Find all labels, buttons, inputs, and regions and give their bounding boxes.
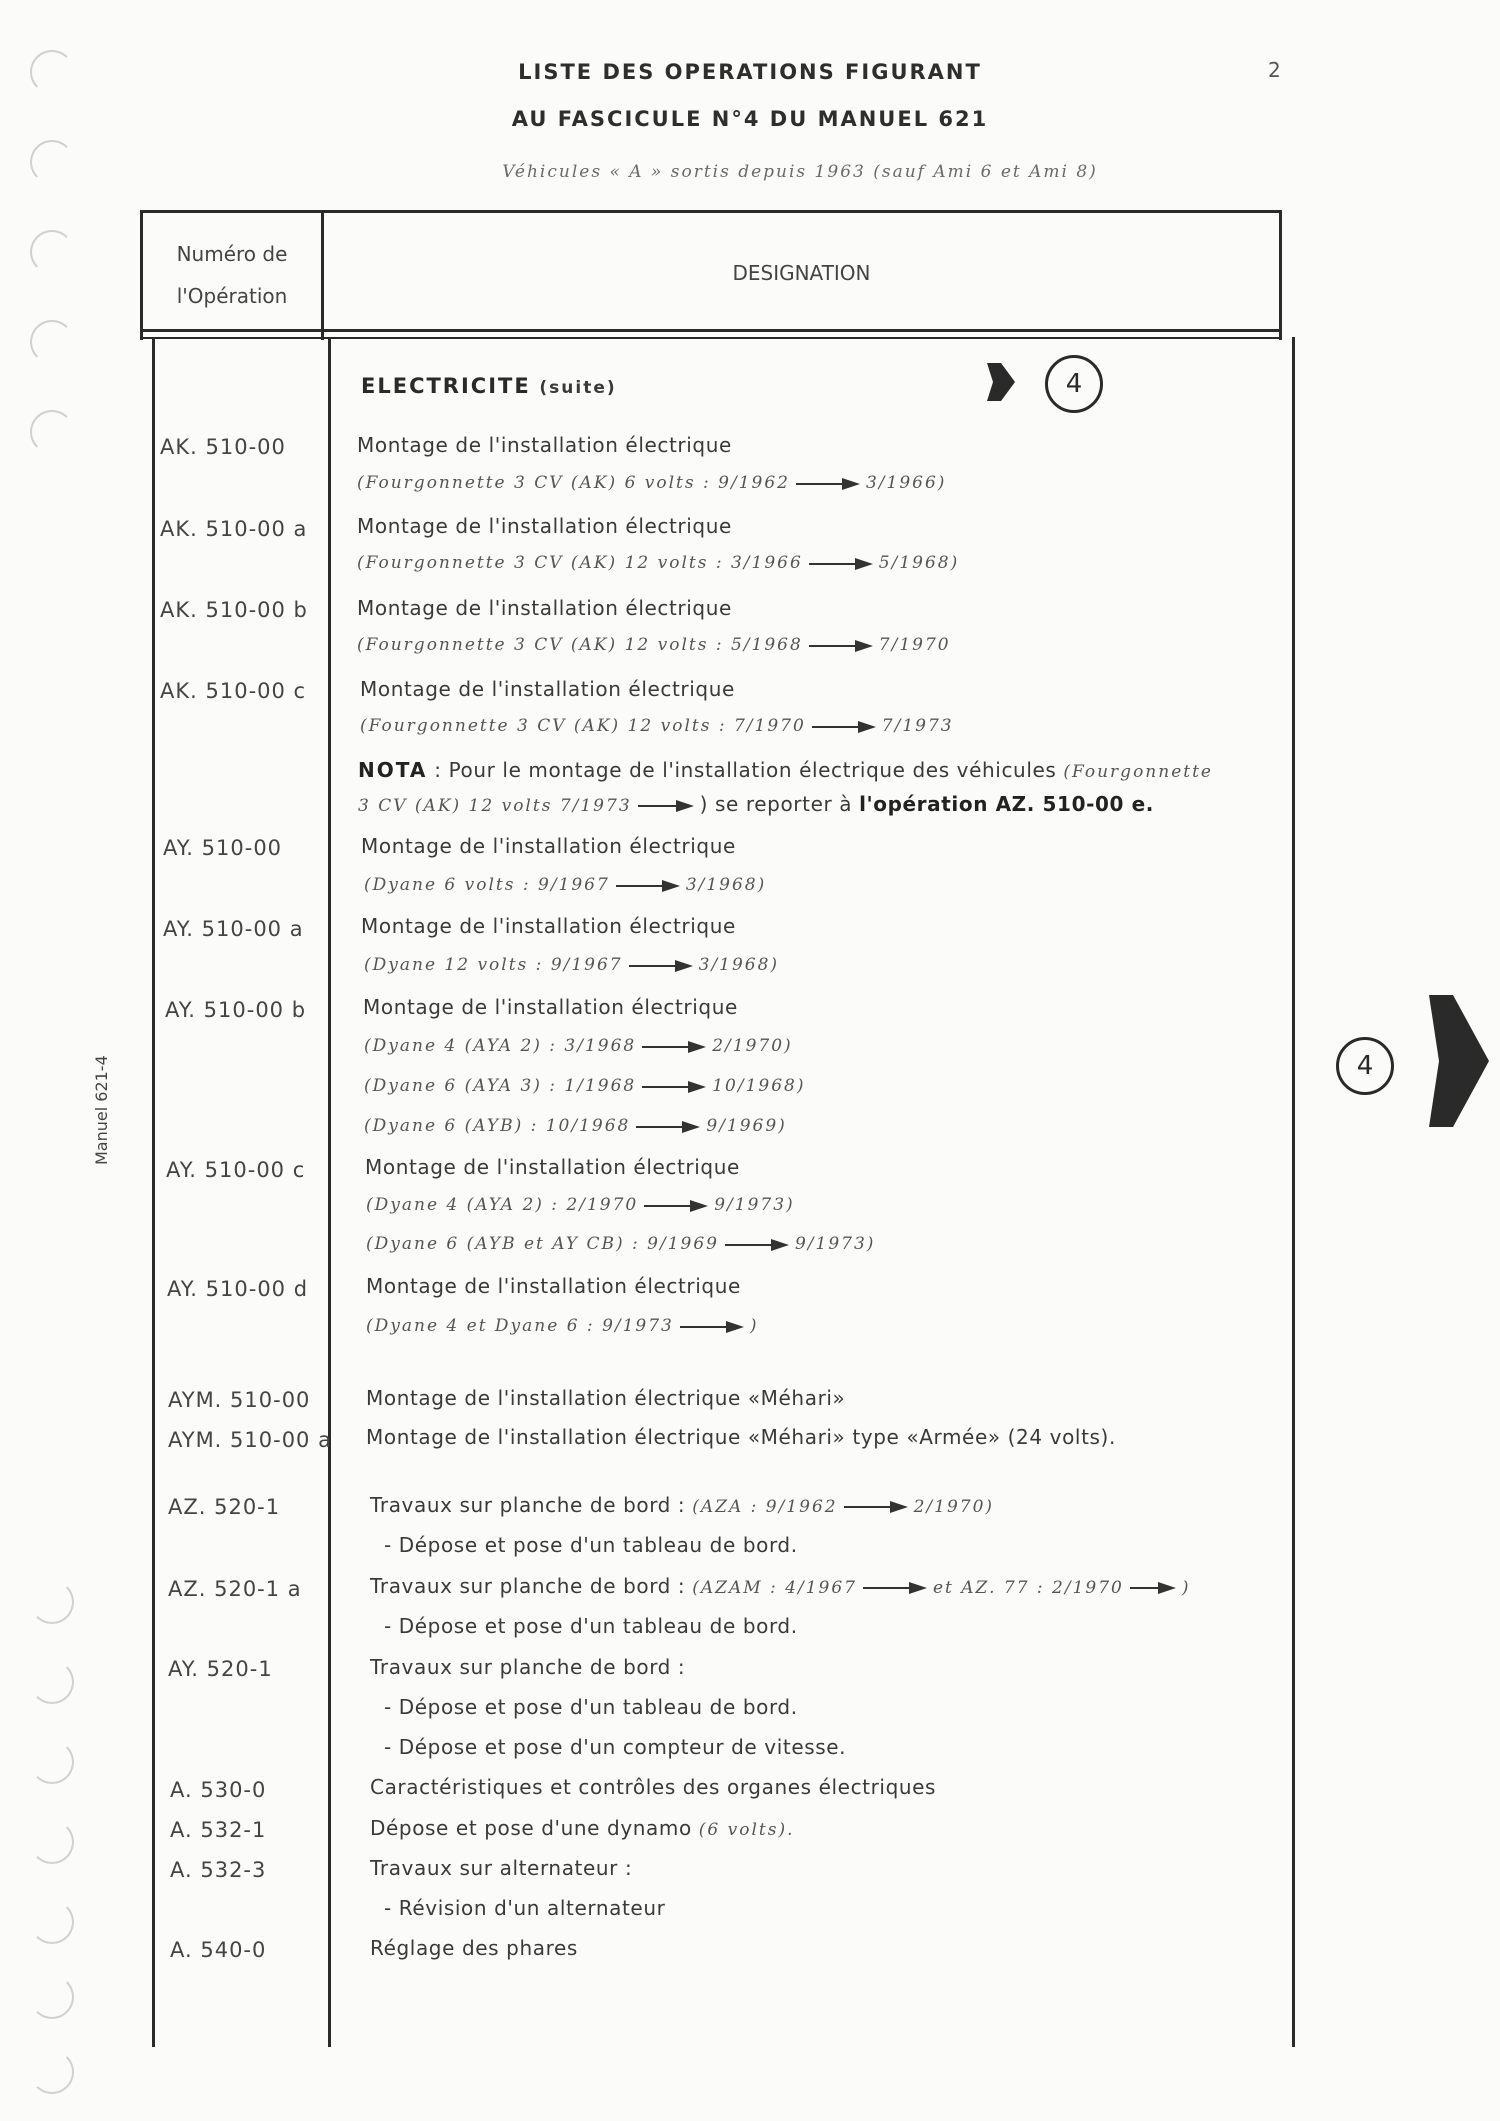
op-designation: Montage de l'installation électrique [363,995,738,1019]
nota-line2: 3 CV (AK) 12 volts 7/1973 ) se reporter à l'opération AZ. 510-00 e. [358,792,1154,816]
fascicule-circle: 4 [1045,355,1103,413]
op-note: (Dyane 4 et Dyane 6 : 9/1973 ) [366,1316,759,1336]
op-code: A. 532-3 [170,1858,267,1882]
op-subtask: - Révision d'un alternateur [384,1896,666,1920]
title-line2: AU FASCICULE N°4 DU MANUEL 621 [511,107,989,131]
title-line1: LISTE DES OPERATIONS FIGURANT [518,60,982,84]
op-code: AY. 510-00 b [165,998,307,1022]
op-code: AZ. 520-1 a [168,1577,302,1601]
table-top-border [140,210,1282,213]
op-designation: Montage de l'installation électrique [357,514,732,538]
op-code: AZ. 520-1 [168,1495,281,1519]
binder-hole [30,230,74,274]
side-label: Manuel 621-4 [92,1055,111,1165]
op-code: AK. 510-00 [160,435,286,459]
header-designation: DESIGNATION [732,261,871,285]
op-code: AYM. 510-00 a [168,1428,332,1452]
arrow-icon [638,800,694,812]
binder-hole [30,1820,74,1864]
op-note: (Dyane 12 volts : 9/1967 3/1968) [364,955,780,975]
binder-hole [30,1900,74,1944]
binder-hole [30,1580,74,1624]
op-code: AY. 510-00 [163,836,283,860]
arrow-icon [616,880,680,892]
header-bottom-border [140,329,1282,332]
op-designation: Montage de l'installation électrique «Méhari» type «Armée» (24 volts). [366,1425,1116,1449]
op-note: (Dyane 6 (AYA 3) : 1/1968 10/1968) [364,1076,806,1096]
op-designation: Caractéristiques et contrôles des organes électriques [370,1775,937,1799]
op-designation: Montage de l'installation électrique [366,1274,741,1298]
op-note: (Dyane 4 (AYA 2) : 3/1968 2/1970) [364,1036,793,1056]
section-suffix: (suite) [539,378,617,398]
binder-hole [30,410,74,454]
arrow-icon [680,1321,744,1333]
subtitle: Véhicules « A » sortis depuis 1963 (sauf Ami 6 et Ami 8) [502,162,1098,182]
op-subtask: - Dépose et pose d'un tableau de bord. [384,1695,798,1719]
binder-hole [30,2050,74,2094]
op-designation: Travaux sur planche de bord : (AZAM : 4/1967 et AZ. 77 : 2/1970 ) [370,1574,1191,1598]
op-note: (Fourgonnette 3 CV (AK) 12 volts : 3/1966 5/1968) [357,553,960,573]
op-designation: Montage de l'installation électrique «Méhari» [366,1386,846,1410]
op-designation: Montage de l'installation électrique [361,914,736,938]
op-designation: Montage de l'installation électrique [361,834,736,858]
arrow-icon [1130,1582,1176,1594]
arrow-icon [844,1501,908,1513]
page-number: 2 [1268,58,1281,82]
op-code: A. 530-0 [170,1778,267,1802]
op-note: (Fourgonnette 3 CV (AK) 12 volts : 7/1970 7/1973 [360,716,954,736]
op-designation: Montage de l'installation électrique [357,433,732,457]
arrow-icon [642,1041,706,1053]
arrow-right-icon [985,355,1017,409]
arrow-icon [812,721,876,733]
op-code: AK. 510-00 a [160,517,308,541]
op-subtask: - Dépose et pose d'un tableau de bord. [384,1614,798,1638]
op-note: (Dyane 6 volts : 9/1967 3/1968) [364,875,767,895]
op-note: (Fourgonnette 3 CV (AK) 6 volts : 9/1962 3/1966) [357,473,947,493]
arrow-icon [809,640,873,652]
op-code: AK. 510-00 c [160,679,307,703]
binder-hole [30,1740,74,1784]
arrow-icon [629,960,693,972]
margin-fascicule-circle: 4 [1336,1037,1394,1095]
header-col1-line1: Numéro de [176,242,288,266]
header-col1 [143,233,321,317]
op-note: (Dyane 6 (AYB) : 10/1968 9/1969) [364,1116,787,1136]
op-code: AY. 520-1 [168,1657,273,1681]
binder-hole [30,1975,74,2019]
arrow-icon [642,1081,706,1093]
op-designation: Travaux sur planche de bord : [370,1655,686,1679]
op-code: AYM. 510-00 [168,1388,311,1412]
nota-label: NOTA [358,758,428,782]
section-title-wrap [361,374,617,398]
op-subtask: - Dépose et pose d'un tableau de bord. [384,1533,798,1557]
arrow-icon [644,1200,708,1212]
table-left-border [152,337,155,2047]
arrow-icon [809,558,873,570]
op-code: AY. 510-00 c [166,1158,306,1182]
op-code: AK. 510-00 b [160,598,308,622]
margin-arrow-icon [1425,995,1490,1130]
section-title: ELECTRICITE [361,374,531,398]
header-col1-line2: l'Opération [176,284,288,308]
op-code: A. 540-0 [170,1938,267,1962]
op-note: (Dyane 4 (AYA 2) : 2/1970 9/1973) [366,1195,795,1215]
binder-hole [30,320,74,364]
op-designation: Montage de l'installation électrique [360,677,735,701]
op-code: AY. 510-00 d [167,1277,309,1301]
column-divider [328,337,331,2047]
op-designation: Travaux sur alternateur : [370,1856,633,1880]
arrow-icon [796,478,860,490]
header-double-border [140,337,1282,339]
op-designation: Réglage des phares [370,1936,578,1960]
table-right-border-top [1279,210,1282,340]
arrow-icon [636,1121,700,1133]
op-code: AY. 510-00 a [163,917,304,941]
op-subtask: - Dépose et pose d'un compteur de vitesse. [384,1735,847,1759]
op-note: (Fourgonnette 3 CV (AK) 12 volts : 5/1968 7/1970 [357,635,951,655]
arrow-icon [725,1239,789,1251]
nota-line1: NOTA : Pour le montage de l'installation électrique des véhicules (Fourgonnette [358,758,1213,782]
table-right-border [1292,337,1295,2047]
op-designation: Montage de l'installation électrique [357,596,732,620]
arrow-icon [863,1582,927,1594]
op-note: (Dyane 6 (AYB et AY CB) : 9/1969 9/1973) [366,1234,876,1254]
binder-hole [30,1660,74,1704]
op-designation: Travaux sur planche de bord : (AZA : 9/1962 2/1970) [370,1493,995,1517]
op-designation: Dépose et pose d'une dynamo (6 volts). [370,1816,795,1840]
op-code: A. 532-1 [170,1818,267,1842]
op-designation: Montage de l'installation électrique [365,1155,740,1179]
